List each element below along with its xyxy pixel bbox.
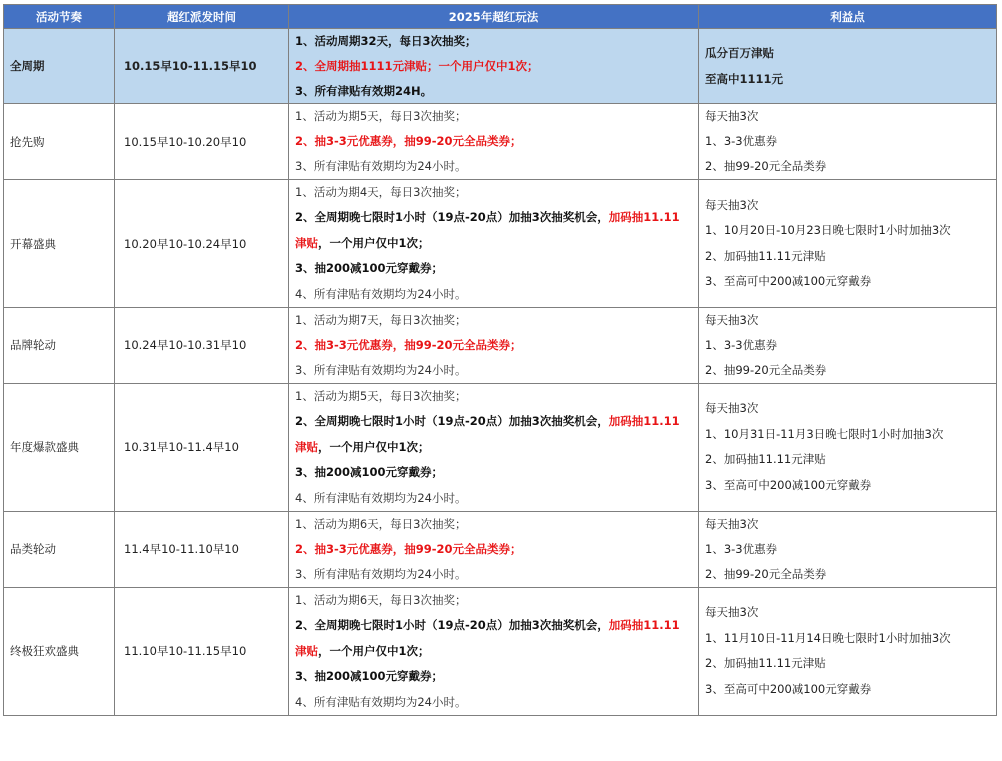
rule-text: 2、抽3-3元优惠券，抽99-20元全品类券；: [295, 338, 522, 353]
rule-line: [295, 104, 691, 129]
benefit-line: 每天抽3次: [705, 517, 759, 532]
period-cell: 10.20早10-10.24早10: [115, 179, 289, 308]
rule-text: 津贴: [295, 643, 318, 658]
table-row: [4, 29, 997, 104]
rule-line: [295, 282, 691, 308]
rule-text: 3、所有津贴有效期24H。: [295, 83, 433, 98]
benefit-line: 3、至高可中200减100元穿戴券: [705, 477, 872, 492]
activity-schedule-table: [3, 4, 997, 716]
table-row: [4, 104, 997, 179]
benefit-line: 3、至高可中200减100元穿戴券: [705, 681, 872, 696]
benefit-line: 每天抽3次: [705, 109, 759, 124]
rules-cell: [289, 587, 699, 716]
period-cell: 11.10早10-11.15早10: [115, 587, 289, 716]
benefits-cell: [699, 308, 997, 383]
rule-line: [295, 613, 691, 639]
benefit-line: 1、3-3优惠券: [705, 338, 778, 353]
table-row: [4, 308, 997, 383]
rule-text: 2、抽3-3元优惠券，抽99-20元全品类券；: [295, 541, 522, 556]
benefit-line: 2、抽99-20元全品类券: [705, 362, 827, 377]
rule-line: [295, 409, 691, 435]
rule-line: [295, 308, 691, 333]
benefit-line: 每天抽3次: [705, 197, 759, 212]
rule-text: 3、抽200减100元穿戴券；: [295, 261, 444, 276]
header-stage: 活动节奏: [4, 5, 115, 29]
stage-cell: 开幕盛典: [4, 179, 115, 308]
rules-cell: [289, 308, 699, 383]
table-header-row: [4, 5, 997, 29]
rule-line: [295, 588, 691, 614]
benefit-line: 1、3-3优惠券: [705, 541, 778, 556]
rule-text: 津贴: [295, 235, 318, 250]
rule-line: [295, 180, 691, 206]
rule-text: 1、活动周期32天，每日3次抽奖；: [295, 34, 477, 48]
period-cell: 11.4早10-11.10早10: [115, 512, 289, 587]
rule-line: [295, 154, 691, 179]
table-body: [4, 29, 997, 716]
rules-cell: [289, 104, 699, 179]
rule-line: [295, 358, 691, 383]
benefit-line: 1、10月31日-11月3日晚七限时1小时加抽3次: [705, 426, 944, 441]
rule-text: 4、所有津贴有效期均为24小时。: [295, 694, 467, 709]
rule-line: [295, 537, 691, 562]
rules-cell: [289, 29, 699, 104]
rule-text: 3、所有津贴有效期均为24小时。: [295, 566, 467, 581]
rule-text: 2、全周期抽1111元津贴；一个用户仅中1次；: [295, 58, 539, 73]
benefit-line: 至高中1111元: [705, 72, 784, 87]
rule-text: 加码抽11.11: [608, 618, 680, 633]
rule-line: [295, 79, 691, 104]
rule-text: 1、活动为期6天，每日3次抽奖；: [295, 592, 467, 607]
table-row: [4, 179, 997, 308]
benefit-line: 每天抽3次: [705, 605, 759, 620]
period-cell: 10.31早10-11.4早10: [115, 383, 289, 512]
benefits-cell: [699, 512, 997, 587]
stage-cell: 年度爆款盛典: [4, 383, 115, 512]
rule-text: 1、活动为期5天，每日3次抽奖；: [295, 109, 467, 124]
benefits-cell: [699, 383, 997, 512]
stage-cell: 品牌轮动: [4, 308, 115, 383]
rule-text: 4、所有津贴有效期均为24小时。: [295, 490, 467, 505]
rule-text: 加码抽11.11: [608, 210, 680, 225]
rule-line: [295, 690, 691, 716]
rule-text: 2、全周期晚七限时1小时（19点-20点）加抽3次抽奖机会，: [295, 210, 609, 225]
rules-cell: [289, 383, 699, 512]
benefit-line: 1、3-3优惠券: [705, 134, 778, 149]
rule-text: 4、所有津贴有效期均为24小时。: [295, 286, 467, 301]
rule-line: [295, 486, 691, 512]
rule-text: 3、所有津贴有效期均为24小时。: [295, 158, 467, 173]
benefit-line: 1、10月20日-10月23日晚七限时1小时加抽3次: [705, 223, 951, 238]
benefit-line: 1、11月10日-11月14日晚七限时1小时加抽3次: [705, 630, 951, 645]
rule-line: [295, 231, 691, 257]
header-rules: 2025年超红玩法: [289, 5, 699, 29]
rule-line: [295, 129, 691, 154]
table-row: [4, 383, 997, 512]
rule-text: 2、抽3-3元优惠券，抽99-20元全品类券；: [295, 134, 522, 149]
rule-line: [295, 460, 691, 486]
rule-text: 3、抽200减100元穿戴券；: [295, 465, 444, 480]
stage-cell: 终极狂欢盛典: [4, 587, 115, 716]
rule-line: [295, 29, 691, 54]
benefit-line: 2、抽99-20元全品类券: [705, 158, 827, 173]
rule-text: 1、活动为期4天，每日3次抽奖；: [295, 184, 467, 199]
benefit-line: 2、加码抽11.11元津贴: [705, 452, 826, 467]
rule-line: [295, 664, 691, 690]
rule-text: 加码抽11.11: [608, 414, 680, 429]
benefit-line: 2、抽99-20元全品类券: [705, 566, 827, 581]
benefit-line: 3、至高可中200减100元穿戴券: [705, 274, 872, 289]
period-cell: 10.15早10-11.15早10: [115, 29, 289, 104]
period-cell: 10.24早10-10.31早10: [115, 308, 289, 383]
header-benefits: 利益点: [699, 5, 997, 29]
benefit-line: 瓜分百万津贴: [705, 46, 774, 61]
header-period: 超红派发时间: [115, 5, 289, 29]
rule-text: ，一个用户仅中1次；: [318, 439, 430, 454]
rule-text: 津贴: [295, 439, 318, 454]
benefits-cell: [699, 104, 997, 179]
rule-line: [295, 384, 691, 410]
rule-text: ，一个用户仅中1次；: [318, 643, 430, 658]
rules-cell: [289, 179, 699, 308]
benefits-cell: [699, 179, 997, 308]
table-row: [4, 512, 997, 587]
rule-line: [295, 512, 691, 537]
benefit-line: 每天抽3次: [705, 401, 759, 416]
period-cell: 10.15早10-10.20早10: [115, 104, 289, 179]
rule-text: 1、活动为期7天，每日3次抽奖；: [295, 313, 467, 328]
benefit-line: 2、加码抽11.11元津贴: [705, 248, 826, 263]
benefit-line: 每天抽3次: [705, 313, 759, 328]
rule-text: 1、活动为期6天，每日3次抽奖；: [295, 517, 467, 532]
rule-line: [295, 333, 691, 358]
stage-cell: 抢先购: [4, 104, 115, 179]
rule-line: [295, 256, 691, 282]
rules-cell: [289, 512, 699, 587]
table-row: [4, 587, 997, 716]
benefit-line: 2、加码抽11.11元津贴: [705, 656, 826, 671]
rule-line: [295, 435, 691, 461]
rule-text: ，一个用户仅中1次；: [318, 235, 430, 250]
benefits-cell: [699, 29, 997, 104]
rule-line: [295, 562, 691, 587]
benefits-cell: [699, 587, 997, 716]
stage-cell: 品类轮动: [4, 512, 115, 587]
rule-text: 1、活动为期5天，每日3次抽奖；: [295, 388, 467, 403]
rule-text: 2、全周期晚七限时1小时（19点-20点）加抽3次抽奖机会，: [295, 618, 609, 633]
rule-line: [295, 205, 691, 231]
stage-cell: 全周期: [4, 29, 115, 104]
rule-line: [295, 54, 691, 79]
rule-text: 3、抽200减100元穿戴券；: [295, 669, 444, 684]
rule-text: 2、全周期晚七限时1小时（19点-20点）加抽3次抽奖机会，: [295, 414, 609, 429]
rule-text: 3、所有津贴有效期均为24小时。: [295, 362, 467, 377]
rule-line: [295, 639, 691, 665]
